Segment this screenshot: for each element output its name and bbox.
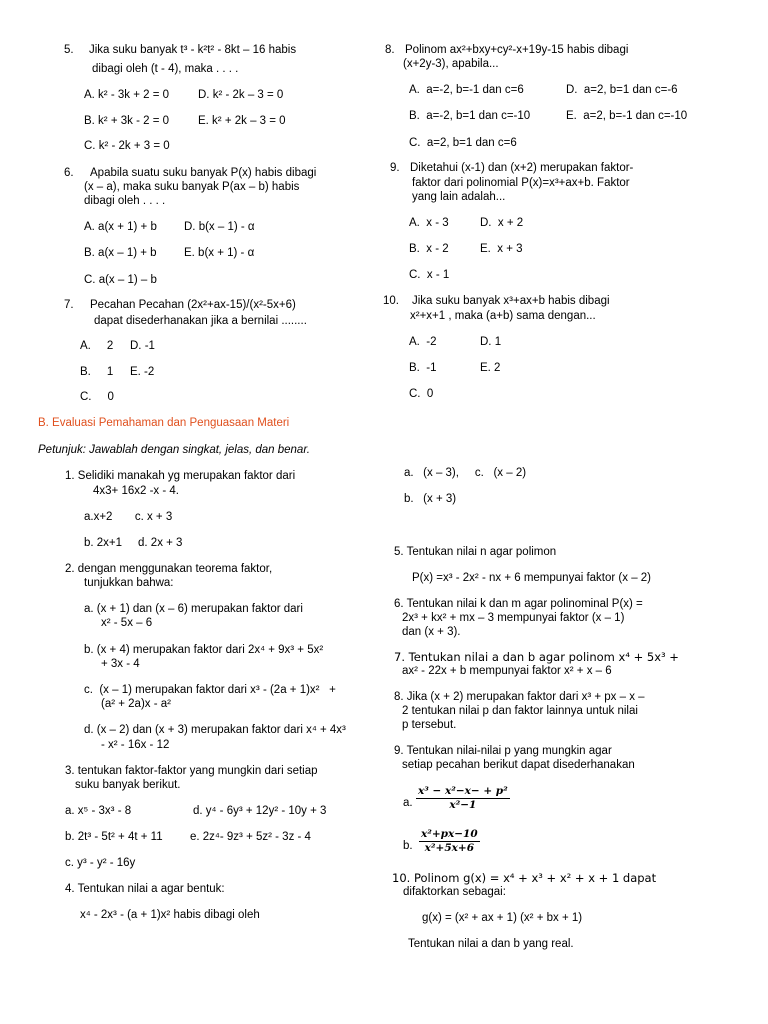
- question-text: 4x3+ 16x2 -x - 4.: [93, 485, 179, 497]
- question-text: dibagi oleh . . . .: [84, 195, 166, 207]
- option-b: B. -1: [409, 362, 437, 374]
- question-text: suku banyak berikut.: [75, 779, 181, 791]
- option-e: E. b(x + 1) - α: [184, 247, 255, 259]
- question-text: 7. Tentukan nilai a dan b agar polinom x⁴ + 5x³ +: [394, 650, 679, 664]
- essay-4-options: b. (x + 3): [404, 493, 457, 505]
- question-text: Pecahan Pecahan (2x²+ax-15)/(x²-5x+6): [90, 299, 296, 311]
- option-a: A. k² - 3k + 2 = 0: [84, 89, 170, 101]
- option-a: A. -2: [409, 336, 437, 348]
- sub-item-d: d. y⁴ - 6y³ + 12y² - 10y + 3: [193, 805, 327, 817]
- sub-item-d: - x² - 16x - 12: [101, 739, 170, 751]
- question-text: Jika suku banyak x³+ax+b habis dibagi: [412, 295, 610, 307]
- option-b: B. a=-2, b=1 dan c=-10: [409, 110, 531, 122]
- section-title: B. Evaluasi Pemahaman dan Penguasaan Materi: [38, 417, 290, 429]
- option-c: C. 0: [80, 391, 114, 403]
- question-text: difaktorkan sebagai:: [403, 886, 506, 898]
- option-c: C. k² - 2k + 3 = 0: [84, 140, 170, 152]
- fraction-denominator: x²+5x+6: [424, 842, 474, 854]
- sub-item-c: (a² + 2a)x - a²: [101, 698, 171, 710]
- sub-item-a: a. (x + 1) dan (x – 6) merupakan faktor dari: [84, 603, 303, 615]
- question-text: Apabila suatu suku banyak P(x) habis dibagi: [90, 167, 317, 179]
- question-text: dapat disederhanakan jika a bernilai ........: [94, 315, 307, 327]
- fraction-a: [416, 785, 510, 812]
- sub-item-c: c. y³ - y² - 16y: [65, 857, 136, 869]
- question-text: (x – a), maka suku banyak P(ax – b) habis: [84, 181, 300, 193]
- options: a.x+2 c. x + 3: [84, 511, 173, 523]
- sub-item-b-label: b.: [403, 840, 413, 852]
- question-text: Polinom ax²+bxy+cy²-x+19y-15 habis dibagi: [405, 44, 629, 56]
- option-b: B. 1: [80, 366, 114, 378]
- option-e: E. a=2, b=-1 dan c=-10: [566, 110, 688, 122]
- question-text: 4. Tentukan nilai a agar bentuk:: [65, 883, 225, 895]
- option-c: C. a=2, b=1 dan c=6: [409, 137, 517, 149]
- instruction-text: Petunjuk: Jawablah dengan singkat, jelas, dan benar.: [38, 444, 310, 456]
- question-text: g(x) = (x² + ax + 1) (x² + bx + 1): [422, 912, 583, 924]
- option-d: D. x + 2: [480, 217, 524, 229]
- question-text: x⁴ - 2x³ - (a + 1)x² habis dibagi oleh: [80, 909, 260, 921]
- question-number: 10.: [383, 295, 399, 307]
- sub-item-a: a. x⁵ - 3x³ - 8: [65, 805, 132, 817]
- question-text: ax² - 22x + b mempunyai faktor x² + x – 6: [402, 665, 612, 677]
- option-b: B. x - 2: [409, 243, 449, 255]
- question-number: 9.: [390, 162, 400, 174]
- sub-item-b: + 3x - 4: [101, 658, 140, 670]
- sub-item-c: c. (x – 1) merupakan faktor dari x³ - (2a + 1)x² +: [84, 684, 336, 696]
- sub-item-a: x² - 5x – 6: [101, 617, 153, 629]
- question-text: 1. Selidiki manakah yg merupakan faktor dari: [65, 470, 296, 482]
- question-text: 9. Tentukan nilai-nilai p yang mungkin agar: [394, 745, 612, 757]
- fraction-denominator: x²−1: [449, 799, 477, 811]
- question-text: (x+2y-3), apabila...: [403, 58, 499, 70]
- question-text: 5. Tentukan nilai n agar polimon: [394, 546, 557, 558]
- question-text: Jika suku banyak t³ - k²t² - 8kt – 16 habis: [89, 44, 297, 56]
- option-a: A. a(x + 1) + b: [84, 221, 157, 233]
- question-number: 7.: [64, 299, 74, 311]
- option-d: D. -1: [130, 340, 155, 352]
- fraction-numerator: x³ − x²−x− + p²: [418, 785, 508, 797]
- question-text: Diketahui (x-1) dan (x+2) merupakan faktor-: [410, 162, 634, 174]
- option-a: A. 2: [80, 340, 114, 352]
- question-text: dan (x + 3).: [402, 626, 461, 638]
- option-a: A. a=-2, b=-1 dan c=6: [409, 84, 524, 96]
- question-text: setiap pecahan berikut dapat disederhanakan: [402, 759, 635, 771]
- question-text: P(x) =x³ - 2x² - nx + 6 mempunyai faktor (x – 2): [412, 572, 652, 584]
- question-text: dibagi oleh (t - 4), maka . . . .: [92, 63, 239, 75]
- question-text: 8. Jika (x + 2) merupakan faktor dari x³ + px – x –: [394, 691, 645, 703]
- question-number: 6.: [64, 167, 74, 179]
- question-text: x²+x+1 , maka (a+b) sama dengan...: [410, 310, 596, 322]
- sub-item-d: d. (x – 2) dan (x + 3) merupakan faktor dari x⁴ + 4x³: [84, 724, 346, 736]
- sub-item-b: b. (x + 4) merupakan faktor dari 2x⁴ + 9x³ + 5x²: [84, 644, 324, 656]
- fraction-b: [419, 828, 480, 855]
- option-c: C. x - 1: [409, 269, 450, 281]
- question-text: 2. dengan menggunakan teorema faktor,: [65, 563, 273, 575]
- option-e: E. k² + 2k – 3 = 0: [198, 115, 286, 127]
- question-text: tunjukkan bahwa:: [84, 577, 174, 589]
- question-text: faktor dari polinomial P(x)=x³+ax+b. Faktor: [412, 177, 630, 189]
- option-d: D. k² - 2k – 3 = 0: [198, 89, 284, 101]
- option-a: A. x - 3: [409, 217, 449, 229]
- essay-4-options: a. (x – 3), c. (x – 2): [404, 467, 527, 479]
- option-d: D. 1: [480, 336, 502, 348]
- option-e: E. 2: [480, 362, 501, 374]
- question-text: 10. Polinom g(x) = x⁴ + x³ + x² + x + 1 dapat: [392, 871, 657, 885]
- question-text: p tersebut.: [402, 719, 457, 731]
- option-c: C. 0: [409, 388, 434, 400]
- question-text: Tentukan nilai a dan b yang real.: [408, 938, 574, 950]
- options: b. 2x+1 d. 2x + 3: [84, 537, 183, 549]
- question-text: 2 tentukan nilai p dan faktor lainnya untuk nilai: [402, 705, 638, 717]
- question-text: 2x³ + kx² + mx – 3 mempunyai faktor (x – 1): [402, 612, 625, 624]
- option-c: C. a(x – 1) – b: [84, 274, 157, 286]
- option-d: D. a=2, b=1 dan c=-6: [566, 84, 678, 96]
- option-b: B. k² + 3k - 2 = 0: [84, 115, 170, 127]
- question-text: 6. Tentukan nilai k dan m agar polinominal P(x) =: [394, 598, 643, 610]
- fraction-numerator: x²+px−10: [421, 828, 478, 840]
- option-d: D. b(x – 1) - α: [184, 221, 255, 233]
- sub-item-b: b. 2t³ - 5t² + 4t + 11: [65, 831, 163, 843]
- sub-item-a-label: a.: [403, 797, 413, 809]
- question-text: 3. tentukan faktor-faktor yang mungkin dari setiap: [65, 765, 318, 777]
- option-e: E. -2: [130, 366, 155, 378]
- question-text: yang lain adalah...: [412, 191, 506, 203]
- option-b: B. a(x – 1) + b: [84, 247, 157, 259]
- question-number: 5.: [64, 44, 74, 56]
- question-number: 8.: [385, 44, 395, 56]
- sub-item-e: e. 2z⁴- 9z³ + 5z² - 3z - 4: [190, 831, 311, 843]
- option-e: E. x + 3: [480, 243, 523, 255]
